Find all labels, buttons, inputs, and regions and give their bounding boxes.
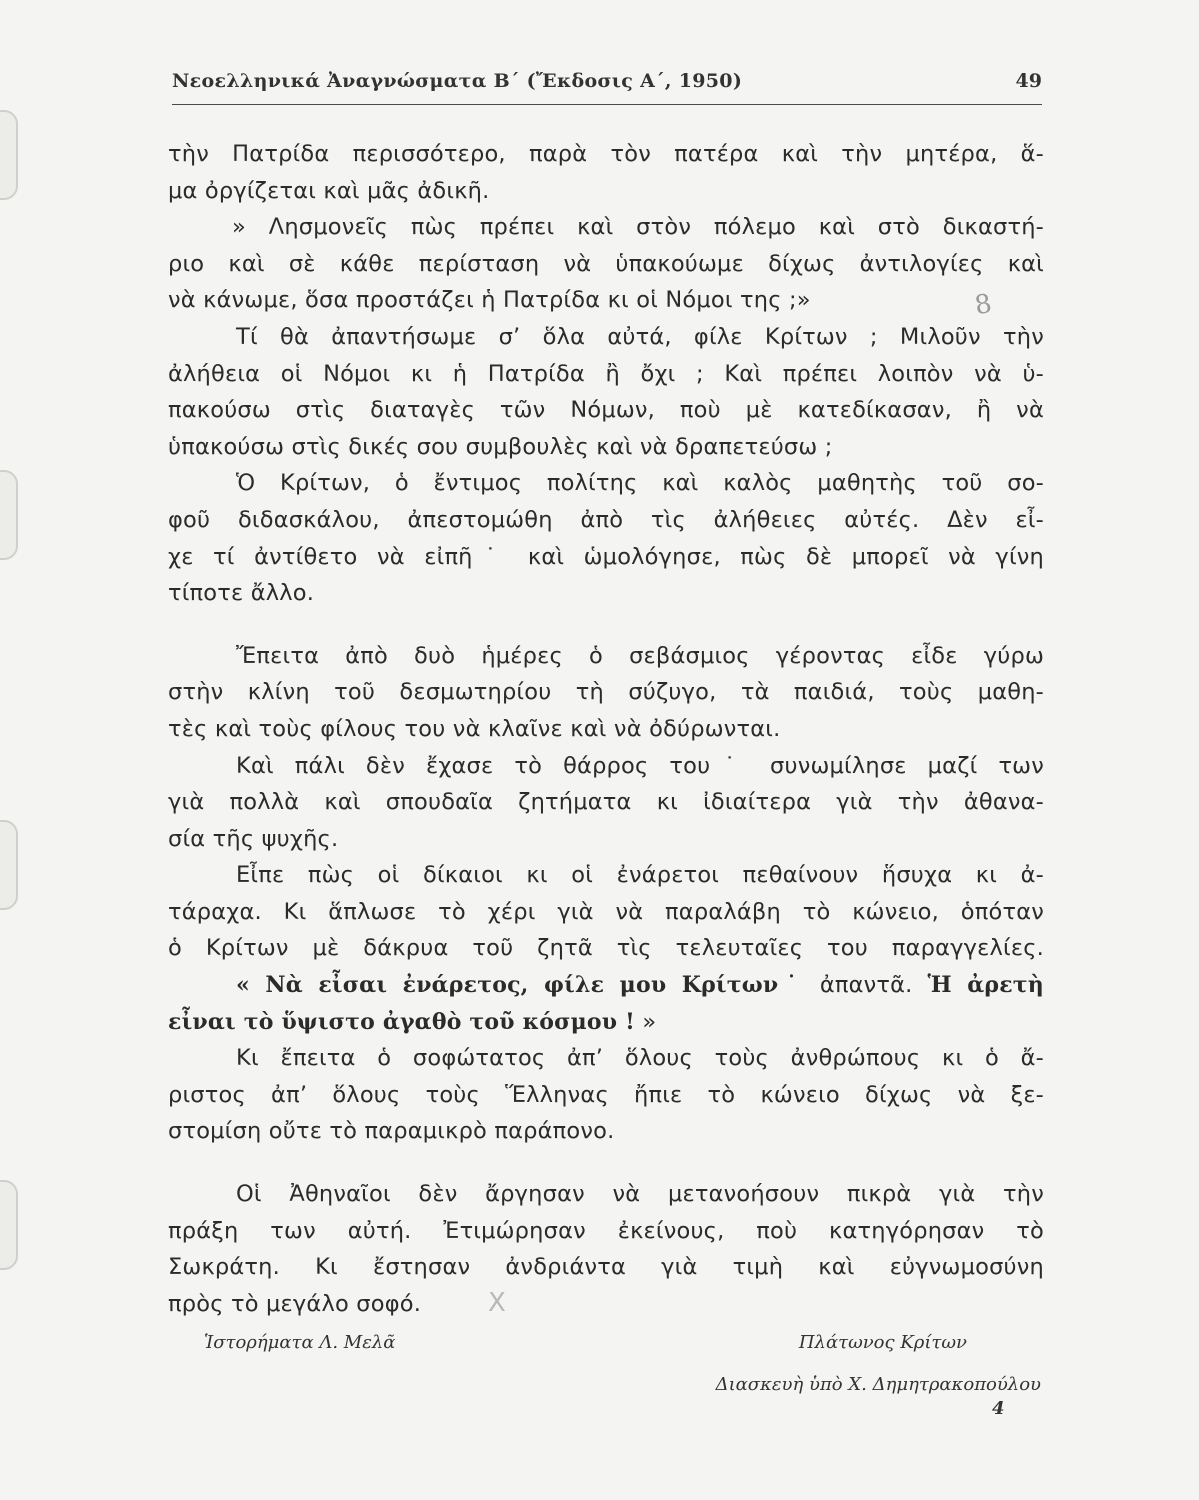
text-line: σία τῆς ψυχῆς. — [168, 825, 339, 852]
text-line: ὑπακούσω στὶς δικές σου συμβουλὲς καὶ νὰ δραπετεύσω ; — [168, 433, 833, 460]
text-line: νὰ κάνωμε, ὅσα προστάζει ἡ Πατρίδα κι οἱ Νόμοι της ;» — [168, 287, 811, 314]
source-credit: Ἱστορήματα Λ. Μελᾶ — [204, 1332, 396, 1353]
signature-mark: 4 — [992, 1398, 1005, 1419]
paragraph-gap — [168, 612, 1044, 638]
paragraph-gap — [168, 1150, 1044, 1176]
text-line: ριο καὶ σὲ κάθε περίσταση νὰ ὑπακούωμε δίχως ἀντιλογίες καὶ — [168, 250, 1044, 277]
text-line: τίποτε ἄλλο. — [168, 580, 315, 607]
text-line: Εἶπε πὼς οἱ δίκαιοι κι οἱ ἐνάρετοι πεθαίνουν ἥσυχα κι ἀ- — [236, 862, 1044, 889]
text-line: τὴν Πατρίδα περισσότερο, παρὰ τὸν πατέρα καὶ τὴν μητέρα, ἅ- — [168, 141, 1044, 167]
text-line: ὁ Κρίτων μὲ δάκρυα τοῦ ζητᾶ τὶς τελευταῖες του παραγγελίες. — [168, 935, 1044, 962]
quote-line — [168, 967, 1044, 1004]
pencil-mark: 8 — [972, 288, 995, 322]
text-line: » Λησμονεῖς πὼς πρέπει καὶ στὸν πόλεμο καὶ στὸ δικαστή- — [232, 214, 1044, 241]
pencil-x-mark: X — [488, 1288, 506, 1318]
text-line: φοῦ διδασκάλου, ἀπεστομώθη ἀπὸ τὶς ἀλήθειες αὐτές. Δὲν εἶ- — [168, 506, 1044, 533]
text-line: Κι ἔπειτα ὁ σοφώτατος ἀπ’ ὅλους τοὺς ἀνθρώπους κι ὁ ἄ- — [236, 1045, 1044, 1072]
text-line: Σωκράτη. Κι ἔστησαν ἀνδριάντα γιὰ τιμὴ καὶ εὐγνωμοσύνη — [168, 1254, 1044, 1281]
header-title: Νεοελληνικά Ἀναγνώσματα Β΄ (Ἔκδοσις Α΄, 1950) — [172, 70, 743, 92]
text-line: στὴν κλίνη τοῦ δεσμωτηρίου τὴ σύζυγο, τὰ παιδιά, τοὺς μαθη- — [168, 679, 1044, 706]
author-credit: Πλάτωνος Κρίτων — [798, 1332, 967, 1353]
running-header — [172, 68, 1042, 105]
quote-bold: Ἡ ἀρετὴ — [927, 972, 1044, 999]
text-line: μα ὀργίζεται καὶ μᾶς ἀδικῆ. — [168, 177, 490, 204]
text-line: γιὰ πολλὰ καὶ σπουδαῖα ζητήματα κι ἰδιαίτερα γιὰ τὴν ἀθανα- — [168, 789, 1044, 816]
text-line: ριστος ἀπ’ ὅλους τοὺς Ἕλληνας ἤπιε τὸ κώνειο δίχως νὰ ξε- — [168, 1081, 1044, 1108]
page-number: 49 — [1015, 70, 1042, 92]
binding-hole — [0, 820, 18, 910]
quote-line — [168, 1004, 1044, 1041]
text-line: πρὸς τὸ μεγάλο σοφό. — [168, 1290, 422, 1317]
text-line: ἀλήθεια οἱ Νόμοι κι ἡ Πατρίδα ἢ ὄχι ; Καὶ πρέπει λοιπὸν νὰ ὑ- — [168, 360, 1044, 387]
text-line: Οἱ Ἀθηναῖοι δὲν ἄργησαν νὰ μετανοήσουν πικρὰ γιὰ τὴν — [236, 1181, 1044, 1208]
text-line: στομίση οὔτε τὸ παραμικρὸ παράπονο. — [168, 1118, 615, 1145]
text-line: τάραχα. Κι ἅπλωσε τὸ χέρι γιὰ νὰ παραλάβη τὸ κώνειο, ὁπόταν — [168, 898, 1044, 925]
quote-bold: « Νὰ εἶσαι ἐνάρετος, φίλε μου Κρίτων˙ — [236, 972, 805, 999]
text-line: πακούσω στὶς διαταγὲς τῶν Νόμων, ποὺ μὲ κατεδίκασαν, ἢ νὰ — [168, 397, 1044, 424]
adaptation-credit: Διασκευὴ ὑπὸ Χ. Δημητρακοπούλου — [715, 1374, 1041, 1395]
binding-holes — [0, 0, 30, 1500]
quote-plain: ἀπαντᾶ. — [819, 972, 913, 999]
text-line: Ἔπειτα ἀπὸ δυὸ ἡμέρες ὁ σεβάσμιος γέροντας εἶδε γύρω — [236, 642, 1044, 669]
text-line: πράξη των αὐτή. Ἐτιμώρησαν ἐκείνους, ποὺ κατηγόρησαν τὸ — [168, 1217, 1044, 1244]
quote-close: » — [642, 1008, 657, 1035]
quote-bold: εἶναι τὸ ὕψιστο ἀγαθὸ τοῦ κόσμου ! — [168, 1008, 635, 1035]
text-line: Ὁ Κρίτων, ὁ ἔντιμος πολίτης καὶ καλὸς μαθητὴς τοῦ σο- — [236, 470, 1044, 497]
text-line: τὲς καὶ τοὺς φίλους του νὰ κλαῖνε καὶ νὰ ὀδύρωνται. — [168, 715, 781, 742]
text-line: Καὶ πάλι δὲν ἔχασε τὸ θάρρος του˙ συνωμίλησε μαζί των — [236, 752, 1044, 779]
body-text — [168, 136, 1044, 1322]
binding-hole — [0, 1180, 18, 1270]
text-line: χε τί ἀντίθετο νὰ εἰπῆ˙ καὶ ὡμολόγησε, πὼς δὲ μπορεῖ νὰ γίνη — [168, 543, 1044, 570]
text-line: Τί θὰ ἀπαντήσωμε σ’ ὅλα αὐτά, φίλε Κρίτων ; Μιλοῦν τὴν — [236, 323, 1044, 350]
binding-hole — [0, 470, 18, 560]
binding-hole — [0, 110, 18, 200]
